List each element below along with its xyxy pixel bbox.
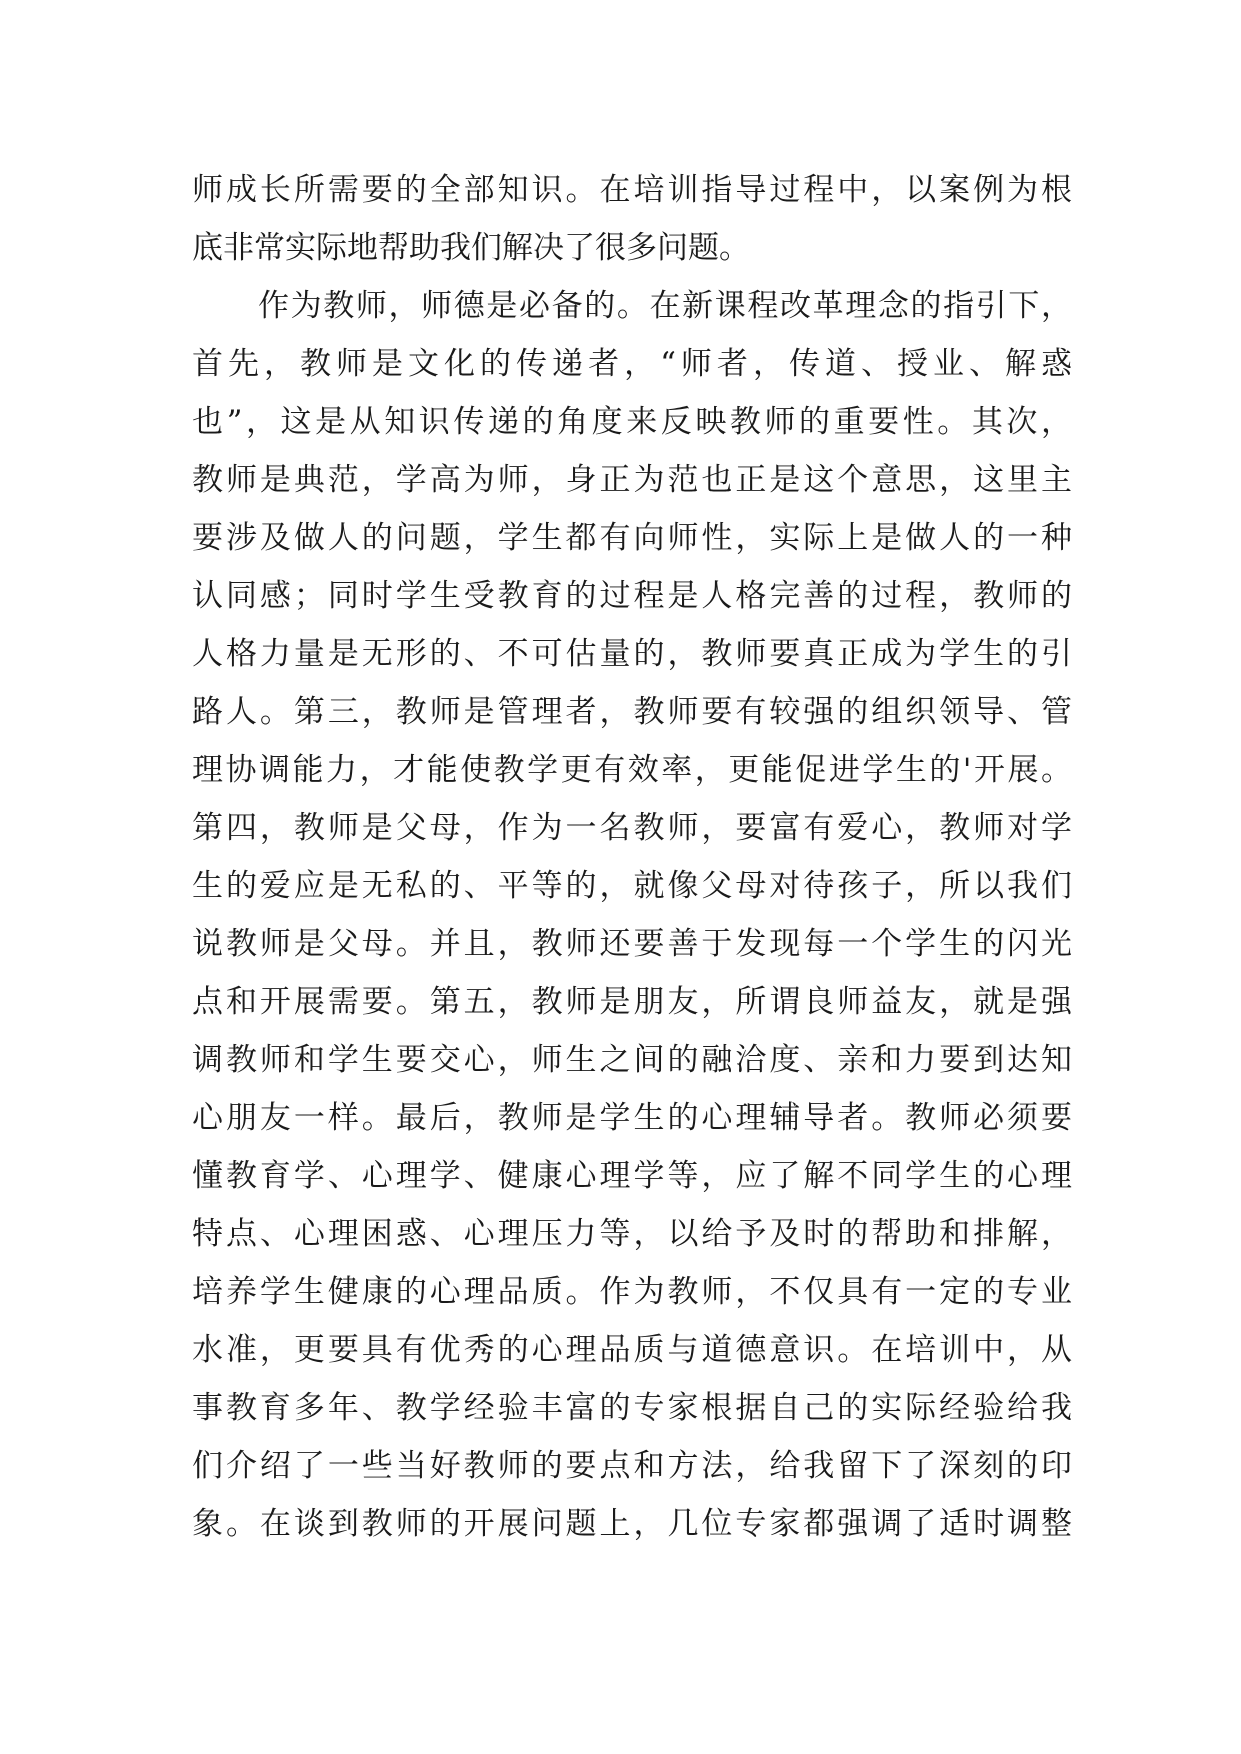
text-line: 心朋友一样。最后，教师是学生的心理辅导者。教师必须要: [192, 1100, 1072, 1136]
text-line: 首先，教师是文化的传递者，“师者，传道、授业、解惑: [192, 346, 1072, 382]
body-text: [192, 161, 1072, 1553]
text-line: 说教师是父母。并且，教师还要善于发现每一个学生的闪光: [192, 926, 1072, 962]
text-line: 水准，更要具有优秀的心理品质与道德意识。在培训中，从: [192, 1332, 1072, 1368]
text-line: 们介绍了一些当好教师的要点和方法，给我留下了深刻的印: [192, 1448, 1072, 1484]
text-line: 象。在谈到教师的开展问题上，几位专家都强调了适时调整: [192, 1506, 1072, 1542]
text-line: 第四，教师是父母，作为一名教师，要富有爱心，教师对学: [192, 810, 1072, 846]
text-line: 作为教师，师德是必备的。在新课程改革理念的指引下，: [258, 288, 1072, 324]
text-line: 要涉及做人的问题，学生都有向师性，实际上是做人的一种: [192, 520, 1072, 556]
paragraph: [192, 277, 1072, 1553]
text-line: 调教师和学生要交心，师生之间的融洽度、亲和力要到达知: [192, 1042, 1072, 1078]
text-line: 也”，这是从知识传递的角度来反映教师的重要性。其次，: [192, 404, 1072, 440]
text-line: 师成长所需要的全部知识。在培训指导过程中，以案例为根: [192, 172, 1072, 208]
text-line: 路人。第三，教师是管理者，教师要有较强的组织领导、管: [192, 694, 1072, 730]
paragraph: [192, 161, 1072, 277]
text-line: 点和开展需要。第五，教师是朋友，所谓良师益友，就是强: [192, 984, 1072, 1020]
text-line: 生的爱应是无私的、平等的，就像父母对待孩子，所以我们: [192, 868, 1072, 904]
text-line: 教师是典范，学高为师，身正为范也正是这个意思，这里主: [192, 462, 1072, 498]
text-line: 人格力量是无形的、不可估量的，教师要真正成为学生的引: [192, 636, 1072, 672]
text-line: 培养学生健康的心理品质。作为教师，不仅具有一定的专业: [192, 1274, 1072, 1310]
text-line: 特点、心理困惑、心理压力等，以给予及时的帮助和排解，: [192, 1216, 1072, 1252]
text-line: 理协调能力，才能使教学更有效率，更能促进学生的'开展。: [192, 752, 1072, 788]
text-line: 认同感；同时学生受教育的过程是人格完善的过程，教师的: [192, 578, 1072, 614]
text-line: 底非常实际地帮助我们解决了很多问题。: [192, 230, 750, 266]
text-line: 懂教育学、心理学、健康心理学等，应了解不同学生的心理: [192, 1158, 1072, 1194]
text-line: 事教育多年、教学经验丰富的专家根据自己的实际经验给我: [192, 1390, 1072, 1426]
